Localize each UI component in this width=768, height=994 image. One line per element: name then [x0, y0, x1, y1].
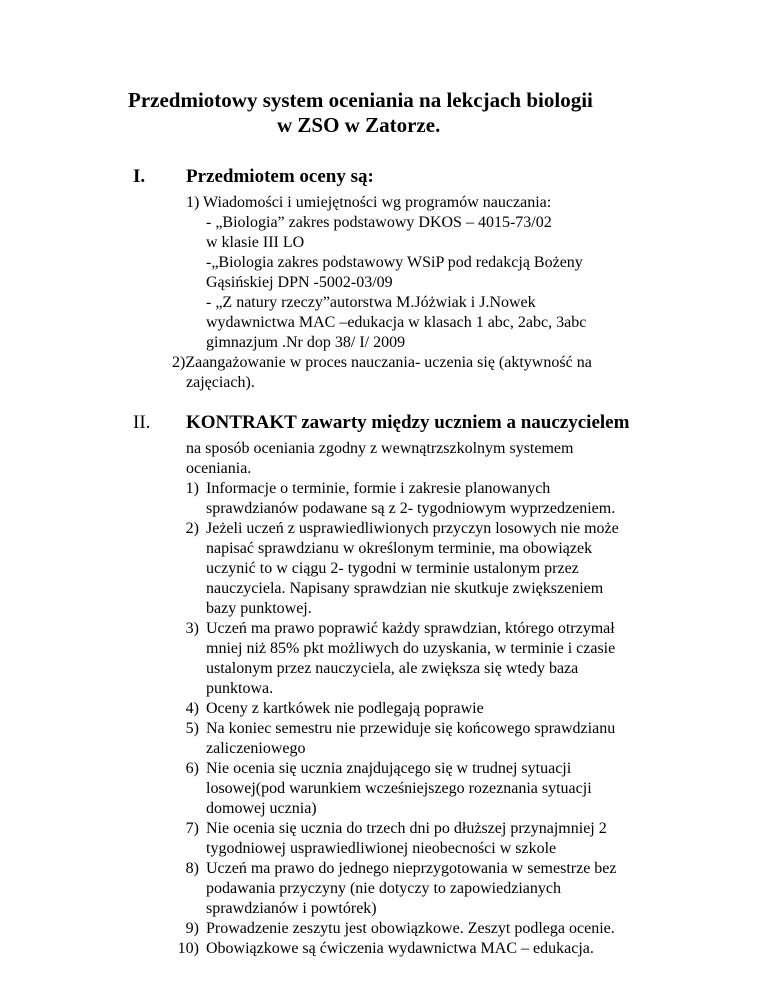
list-item-line: zaliczeniowego — [206, 740, 306, 757]
list-item-line: tygodniowej usprawiedliwionej nieobecności w szkole — [206, 840, 557, 857]
section-1-line: - „Z natury rzeczy”autorstwa M.Jóżwiak i J.Nowek — [206, 294, 536, 311]
list-item-line: Uczeń ma prawo poprawić każdy sprawdzian, którego otrzymał — [206, 620, 615, 637]
list-item-number: 6) — [185, 760, 199, 777]
list-item-line: Obowiązkowe są ćwiczenia wydawnictwa MAC – edukacja. — [206, 940, 594, 957]
list-item-line: bazy punktowej. — [206, 600, 312, 617]
page-title-line-1: Przedmiotowy system oceniania na lekcjach biologii — [128, 88, 593, 112]
list-item-number: 9) — [185, 920, 199, 937]
list-item-number: 8) — [185, 860, 199, 877]
list-item-number: 2) — [185, 520, 199, 537]
section-1-line: - „Biologia” zakres podstawowy DKOS – 4015-73/02 — [206, 214, 552, 231]
list-item-line: Informacje o terminie, formie i zakresie planowanych — [206, 480, 551, 497]
section-2-number: II. — [133, 412, 151, 433]
list-item-line: podawania przyczyny (nie dotyczy to zapowiedzianych — [206, 880, 561, 897]
section-1-line: w klasie III LO — [206, 234, 305, 251]
section-1-line: Gąsińskiej DPN -5002-03/09 — [206, 274, 393, 291]
list-item-number: 5) — [185, 720, 199, 737]
section-2-heading: KONTRAKT zawarty między uczniem a nauczycielem — [186, 412, 630, 433]
list-item-line: sprawdzianów i powtórek) — [206, 900, 377, 917]
list-item-number: 4) — [185, 700, 199, 717]
list-item-line: Nie ocenia się ucznia znajdującego się w trudnej sytuacji — [206, 760, 572, 777]
list-item-number: 3) — [185, 620, 199, 637]
list-item-line: Na koniec semestru nie przewiduje się końcowego sprawdzianu — [206, 720, 616, 737]
section-2-intro-line: na sposób oceniania zgodny z wewnątrzszkolnym systemem — [186, 440, 574, 457]
list-item-line: punktowa. — [206, 680, 274, 697]
list-item-line: domowej ucznia) — [206, 800, 317, 817]
list-item-number: 7) — [185, 820, 199, 837]
section-1-line: -„Biologia zakres podstawowy WSiP pod redakcją Bożeny — [206, 254, 583, 271]
list-item-line: Prowadzenie zeszytu jest obowiązkowe. Zeszyt podlega ocenie. — [206, 920, 615, 937]
list-item-line: Oceny z kartkówek nie podlegają poprawie — [206, 700, 484, 717]
list-item-line: Nie ocenia się ucznia do trzech dni po dłuższej przynajmniej 2 — [206, 820, 607, 837]
list-item-line: Uczeń ma prawo do jednego nieprzygotowania w semestrze bez — [206, 860, 617, 877]
list-item-line: nauczyciela. Napisany sprawdzian nie skutkuje zwiększeniem — [206, 580, 604, 597]
list-item-number: 10) — [177, 940, 199, 957]
list-item-number: 1) — [185, 480, 199, 497]
section-1-line: zajęciach). — [186, 374, 255, 391]
section-1-line: wydawnictwa MAC –edukacja w klasach 1 abc, 2abc, 3abc — [206, 314, 587, 331]
section-1-line: 1) Wiadomości i umiejętności wg programów nauczania: — [186, 194, 552, 211]
list-item-line: uczynić to w ciągu 2- tygodni w terminie ustalonym przez — [206, 560, 579, 577]
section-1-line: gimnazjum .Nr dop 38/ I/ 2009 — [206, 334, 406, 351]
section-1-line: 2)Zaangażowanie w proces nauczania- uczenia się (aktywność na — [172, 354, 592, 371]
section-2-intro-line: oceniania. — [186, 460, 252, 477]
list-item-line: losowej(pod warunkiem wcześniejszego rozeznania sytuacji — [206, 780, 592, 797]
list-item-line: ustalonym przez nauczyciela, ale zwiększa się wtedy baza — [206, 660, 579, 677]
section-1-number: I. — [133, 166, 146, 187]
section-1-heading: Przedmiotem oceny są: — [186, 166, 374, 187]
list-item-line: Jeżeli uczeń z usprawiedliwionych przyczyn losowych nie może — [206, 520, 619, 537]
page-title-line-2: w ZSO w Zatorze. — [277, 113, 441, 137]
list-item-line: napisać sprawdzianu w określonym terminie, ma obowiązek — [206, 540, 593, 557]
list-item-line: sprawdzianów podawane są z 2- tygodniowym wyprzedzeniem. — [206, 500, 616, 517]
list-item-line: mniej niż 85% pkt możliwych do uzyskania, w terminie i czasie — [206, 640, 616, 657]
